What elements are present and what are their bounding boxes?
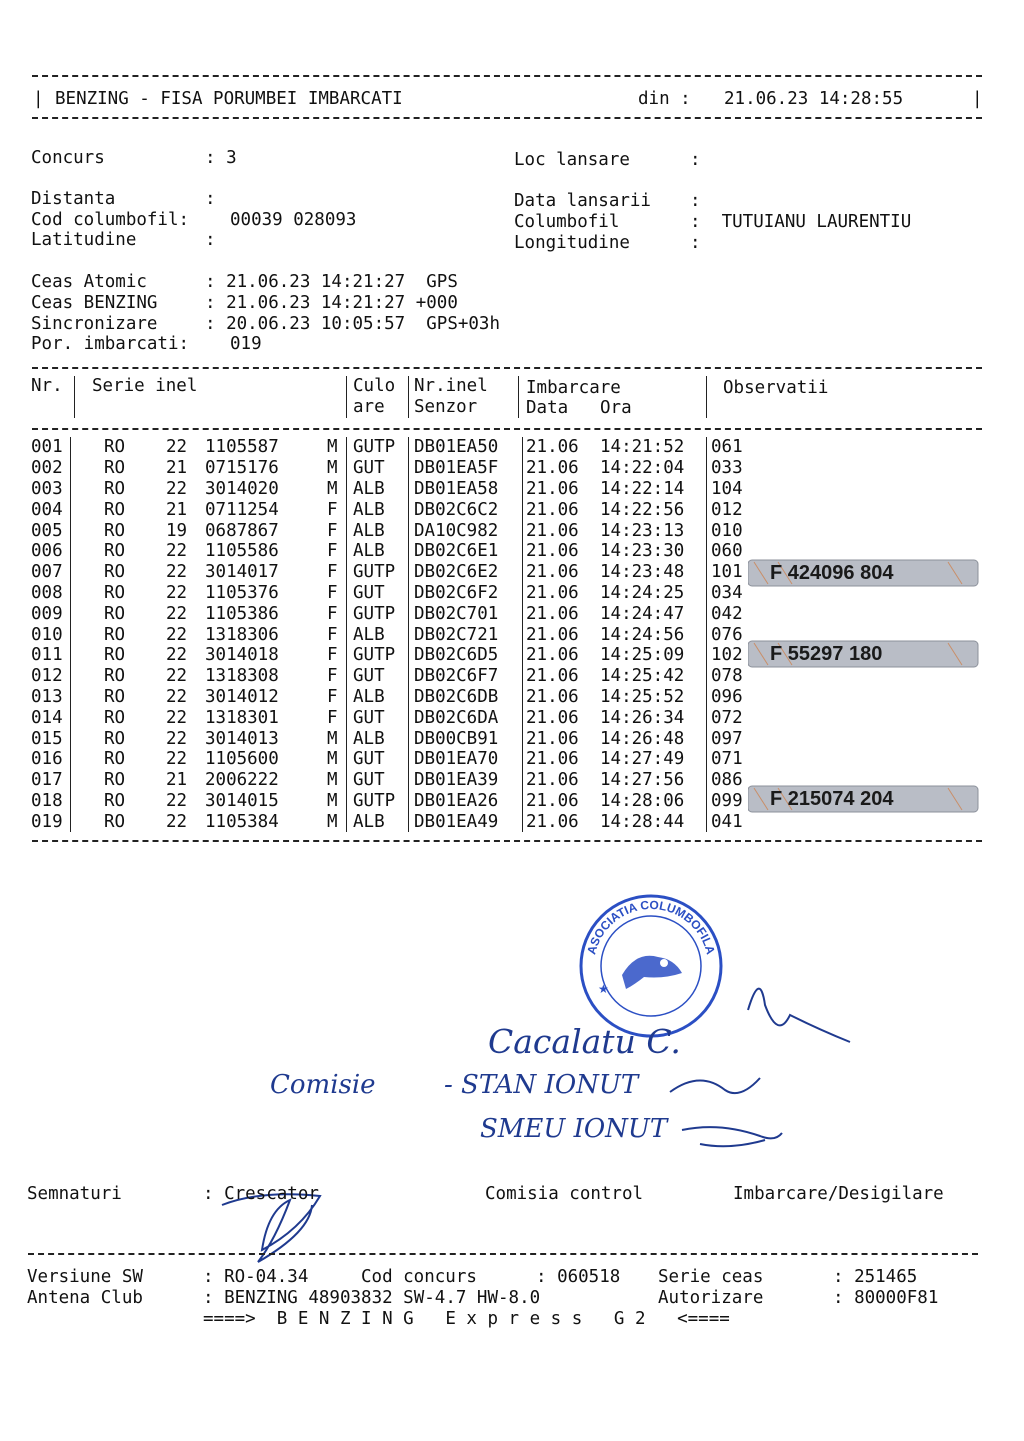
row-nr: 005 (31, 521, 63, 541)
row-sex: M (327, 479, 338, 499)
loc-lansare-value: : (690, 150, 701, 170)
row-ring: 1318308 (205, 666, 279, 686)
col-header-observatii: Observatii (723, 378, 829, 398)
sticker-text: F 424096 804 (770, 562, 894, 584)
title-left-bar: | (33, 89, 44, 109)
row-sensor: DB02C6F2 (414, 583, 499, 603)
sticker-text: F 215074 204 (770, 788, 894, 810)
row-ring: 0687867 (205, 521, 279, 541)
row-sex: F (327, 521, 338, 541)
brand-line: ====> B E N Z I N G E x p r e s s G 2 <==== (203, 1309, 730, 1329)
porumbei-imbarcati-label: Por. imbarcati: (31, 334, 190, 354)
row-sex: F (327, 666, 338, 686)
row-nr: 010 (31, 625, 63, 645)
loc-lansare-label: Loc lansare (514, 150, 630, 170)
row-ring: 3014012 (205, 687, 279, 707)
row-time: 14:23:48 (600, 562, 685, 582)
longitudine-label: Longitudine (514, 233, 630, 253)
concurs-label: Concurs (31, 148, 105, 168)
row-obs: 102 (711, 645, 743, 665)
row-obs: 072 (711, 708, 743, 728)
row-year: 21 (166, 500, 188, 520)
row-ring: 2006222 (205, 770, 279, 790)
row-country: RO (104, 562, 126, 582)
row-sensor: DB02C6C2 (414, 500, 499, 520)
row-year: 22 (166, 687, 188, 707)
row-sensor: DB02C6E2 (414, 562, 499, 582)
row-country: RO (104, 479, 126, 499)
row-sex: F (327, 541, 338, 561)
longitudine-value: : (690, 233, 701, 253)
autorizare-value: : 80000F81 (833, 1288, 939, 1308)
row-year: 21 (166, 458, 188, 478)
row-date: 21.06 (526, 604, 579, 624)
row-year: 22 (166, 791, 188, 811)
antena-club-value: : BENZING 48903832 SW-4.7 HW-8.0 (203, 1288, 541, 1308)
versiune-sw-value: : RO-04.34 (203, 1267, 309, 1287)
row-obs: 012 (711, 500, 743, 520)
row-year: 22 (166, 749, 188, 769)
row-sex: F (327, 687, 338, 707)
row-sensor: DB01EA70 (414, 749, 499, 769)
row-color: GUT (353, 666, 385, 686)
svg-text:★: ★ (598, 982, 609, 996)
antena-club-label: Antena Club (27, 1288, 143, 1308)
col-header-nr: Nr. (31, 376, 63, 396)
row-obs: 042 (711, 604, 743, 624)
row-country: RO (104, 812, 126, 832)
row-country: RO (104, 645, 126, 665)
row-obs: 033 (711, 458, 743, 478)
row-obs: 061 (711, 437, 743, 457)
latitudine-value: : (205, 230, 216, 250)
row-color: ALB (353, 687, 385, 707)
ceas-atomic-label: Ceas Atomic (31, 272, 147, 292)
row-time: 14:21:52 (600, 437, 685, 457)
row-color: GUTP (353, 562, 396, 582)
row-color: GUT (353, 770, 385, 790)
row-time: 14:22:04 (600, 458, 685, 478)
versiune-sw-label: Versiune SW (27, 1267, 143, 1287)
col-header-nr-inel: Nr.inel (414, 376, 488, 396)
row-date: 21.06 (526, 458, 579, 478)
row-ring: 1318306 (205, 625, 279, 645)
row-country: RO (104, 521, 126, 541)
row-color: ALB (353, 541, 385, 561)
row-date: 21.06 (526, 645, 579, 665)
row-time: 14:24:25 (600, 583, 685, 603)
semnaturi-label: Semnaturi (27, 1184, 122, 1204)
row-country: RO (104, 625, 126, 645)
sincronizare-label: Sincronizare (31, 314, 158, 334)
sincronizare-value: : 20.06.23 10:05:57 GPS+03h (205, 314, 501, 334)
data-lansarii-label: Data lansarii (514, 191, 651, 211)
row-country: RO (104, 541, 126, 561)
row-ring: 3014017 (205, 562, 279, 582)
row-obs: 101 (711, 562, 743, 582)
row-year: 22 (166, 645, 188, 665)
row-nr: 013 (31, 687, 63, 707)
row-color: ALB (353, 812, 385, 832)
row-country: RO (104, 437, 126, 457)
row-year: 21 (166, 770, 188, 790)
row-date: 21.06 (526, 625, 579, 645)
row-sensor: DB02C701 (414, 604, 499, 624)
row-sensor: DB02C721 (414, 625, 499, 645)
row-nr: 018 (31, 791, 63, 811)
row-nr: 003 (31, 479, 63, 499)
row-year: 22 (166, 729, 188, 749)
row-color: ALB (353, 479, 385, 499)
row-obs: 060 (711, 541, 743, 561)
row-color: ALB (353, 500, 385, 520)
row-year: 22 (166, 479, 188, 499)
row-date: 21.06 (526, 770, 579, 790)
row-nr: 004 (31, 500, 63, 520)
row-sex: F (327, 500, 338, 520)
row-ring: 3014013 (205, 729, 279, 749)
col-header-culo: Culo (353, 376, 396, 396)
row-sex: F (327, 625, 338, 645)
row-sex: M (327, 791, 338, 811)
row-obs: 097 (711, 729, 743, 749)
row-color: GUTP (353, 645, 396, 665)
row-nr: 001 (31, 437, 63, 457)
row-obs: 086 (711, 770, 743, 790)
row-sensor: DA10C982 (414, 521, 499, 541)
row-year: 22 (166, 625, 188, 645)
row-ring: 1105384 (205, 812, 279, 832)
row-sex: F (327, 645, 338, 665)
report-date-label: din : (638, 89, 691, 109)
handwritten-comisie-label: Comisie (270, 1070, 376, 1100)
report-title: BENZING - FISA PORUMBEI IMBARCATI (55, 89, 403, 109)
row-year: 19 (166, 521, 188, 541)
latitudine-label: Latitudine (31, 230, 137, 250)
row-time: 14:27:56 (600, 770, 685, 790)
row-nr: 011 (31, 645, 63, 665)
row-date: 21.06 (526, 791, 579, 811)
row-date: 21.06 (526, 666, 579, 686)
row-obs: 096 (711, 687, 743, 707)
row-color: GUTP (353, 437, 396, 457)
row-country: RO (104, 729, 126, 749)
row-ring: 1105600 (205, 749, 279, 769)
sticker-text: F 55297 180 (770, 643, 883, 665)
row-date: 21.06 (526, 749, 579, 769)
row-date: 21.06 (526, 500, 579, 520)
row-obs: 071 (711, 749, 743, 769)
row-time: 14:25:42 (600, 666, 685, 686)
row-sex: F (327, 708, 338, 728)
row-country: RO (104, 500, 126, 520)
row-year: 22 (166, 666, 188, 686)
row-time: 14:25:52 (600, 687, 685, 707)
row-sex: M (327, 437, 338, 457)
serie-ceas-label: Serie ceas (658, 1267, 764, 1287)
row-date: 21.06 (526, 708, 579, 728)
row-date: 21.06 (526, 479, 579, 499)
row-time: 14:22:56 (600, 500, 685, 520)
row-nr: 012 (31, 666, 63, 686)
row-date: 21.06 (526, 562, 579, 582)
col-header-serie: Serie inel (92, 376, 198, 396)
col-header-are: are (353, 397, 385, 417)
row-sensor: DB01EA58 (414, 479, 499, 499)
row-nr: 008 (31, 583, 63, 603)
col-header-imbarcare: Imbarcare (526, 378, 621, 398)
ceas-atomic-value: : 21.06.23 14:21:27 GPS (205, 272, 458, 292)
row-nr: 015 (31, 729, 63, 749)
row-year: 22 (166, 437, 188, 457)
row-color: GUTP (353, 604, 396, 624)
row-ring: 0715176 (205, 458, 279, 478)
row-country: RO (104, 791, 126, 811)
row-date: 21.06 (526, 812, 579, 832)
row-year: 22 (166, 812, 188, 832)
row-ring: 3014018 (205, 645, 279, 665)
row-time: 14:27:49 (600, 749, 685, 769)
row-nr: 009 (31, 604, 63, 624)
row-country: RO (104, 749, 126, 769)
row-sensor: DB02C6F7 (414, 666, 499, 686)
stamp-text: ASOCIATIA COLUMBOFILA (584, 897, 718, 956)
row-time: 14:24:47 (600, 604, 685, 624)
row-time: 14:24:56 (600, 625, 685, 645)
row-sensor: DB01EA49 (414, 812, 499, 832)
row-ring: 1105376 (205, 583, 279, 603)
row-time: 14:23:30 (600, 541, 685, 561)
columbofil-label: Columbofil (514, 212, 620, 232)
row-obs: 078 (711, 666, 743, 686)
row-obs: 041 (711, 812, 743, 832)
row-ring: 3014015 (205, 791, 279, 811)
row-sensor: DB01EA39 (414, 770, 499, 790)
title-right-bar: | (972, 89, 983, 109)
row-sex: F (327, 562, 338, 582)
row-obs: 010 (711, 521, 743, 541)
row-date: 21.06 (526, 729, 579, 749)
columbofil-value: : TUTUIANU LAURENTIU (690, 212, 912, 232)
concurs-value: : 3 (205, 148, 237, 168)
footer-dashed-rule (28, 1253, 978, 1255)
row-country: RO (104, 708, 126, 728)
col-header-senzor: Senzor (414, 397, 478, 417)
row-sensor: DB02C6DA (414, 708, 499, 728)
distanta-value: : (205, 189, 216, 209)
row-year: 22 (166, 604, 188, 624)
row-color: GUTP (353, 791, 396, 811)
row-sensor: DB02C6E1 (414, 541, 499, 561)
row-time: 14:22:14 (600, 479, 685, 499)
handwritten-commission-member: SMEU IONUT (480, 1114, 668, 1144)
row-nr: 016 (31, 749, 63, 769)
row-date: 21.06 (526, 687, 579, 707)
row-obs: 104 (711, 479, 743, 499)
row-time: 14:26:48 (600, 729, 685, 749)
row-sensor: DB00CB91 (414, 729, 499, 749)
row-sex: M (327, 770, 338, 790)
handwritten-name: Cacalatu C. (488, 1022, 681, 1061)
data-lansarii-value: : (690, 191, 701, 211)
row-obs: 099 (711, 791, 743, 811)
row-year: 22 (166, 708, 188, 728)
row-nr: 019 (31, 812, 63, 832)
row-color: ALB (353, 521, 385, 541)
row-sensor: DB01EA50 (414, 437, 499, 457)
row-ring: 1105386 (205, 604, 279, 624)
row-ring: 3014020 (205, 479, 279, 499)
comisia-control-label: Comisia control (485, 1184, 644, 1204)
row-ring: 1318301 (205, 708, 279, 728)
report-date-value: 21.06.23 14:28:55 (724, 89, 904, 109)
row-sensor: DB02C6D5 (414, 645, 499, 665)
row-color: ALB (353, 625, 385, 645)
row-date: 21.06 (526, 541, 579, 561)
row-color: GUT (353, 749, 385, 769)
row-sensor: DB01EA26 (414, 791, 499, 811)
row-obs: 034 (711, 583, 743, 603)
row-sex: M (327, 458, 338, 478)
row-color: GUT (353, 583, 385, 603)
row-nr: 002 (31, 458, 63, 478)
row-sensor: DB01EA5F (414, 458, 499, 478)
row-sensor: DB02C6DB (414, 687, 499, 707)
row-nr: 014 (31, 708, 63, 728)
crescator-label: : Crescator (203, 1184, 319, 1204)
imbarcare-desigilare-label: Imbarcare/Desigilare (733, 1184, 944, 1204)
row-year: 22 (166, 562, 188, 582)
row-year: 22 (166, 541, 188, 561)
row-color: GUT (353, 458, 385, 478)
ceas-benzing-value: : 21.06.23 14:21:27 +000 (205, 293, 458, 313)
col-header-data: Data (526, 398, 569, 418)
row-country: RO (104, 458, 126, 478)
row-sex: F (327, 604, 338, 624)
cod-columbofil-label: Cod columbofil: (31, 210, 190, 230)
row-obs: 076 (711, 625, 743, 645)
row-date: 21.06 (526, 437, 579, 457)
row-country: RO (104, 604, 126, 624)
porumbei-imbarcati-value: 019 (230, 334, 262, 354)
row-year: 22 (166, 583, 188, 603)
row-time: 14:23:13 (600, 521, 685, 541)
autorizare-label: Autorizare (658, 1288, 764, 1308)
row-country: RO (104, 687, 126, 707)
row-country: RO (104, 583, 126, 603)
row-nr: 007 (31, 562, 63, 582)
row-color: GUT (353, 708, 385, 728)
handwritten-commission-member: - STAN IONUT (444, 1070, 639, 1100)
cod-columbofil-value: 00039 028093 (230, 210, 357, 230)
row-ring: 1105587 (205, 437, 279, 457)
row-sex: M (327, 749, 338, 769)
cod-concurs-label: Cod concurs (361, 1267, 477, 1287)
serie-ceas-value: : 251465 (833, 1267, 918, 1287)
col-header-ora: Ora (600, 398, 632, 418)
row-time: 14:28:06 (600, 791, 685, 811)
row-time: 14:28:44 (600, 812, 685, 832)
ceas-benzing-label: Ceas BENZING (31, 293, 158, 313)
row-date: 21.06 (526, 583, 579, 603)
row-nr: 017 (31, 770, 63, 790)
row-country: RO (104, 770, 126, 790)
row-ring: 1105586 (205, 541, 279, 561)
row-sex: M (327, 812, 338, 832)
row-color: ALB (353, 729, 385, 749)
row-date: 21.06 (526, 521, 579, 541)
row-sex: M (327, 729, 338, 749)
cod-concurs-value: : 060518 (536, 1267, 621, 1287)
row-time: 14:26:34 (600, 708, 685, 728)
row-time: 14:25:09 (600, 645, 685, 665)
row-sex: F (327, 583, 338, 603)
row-nr: 006 (31, 541, 63, 561)
row-country: RO (104, 666, 126, 686)
row-ring: 0711254 (205, 500, 279, 520)
distanta-label: Distanta (31, 189, 116, 209)
